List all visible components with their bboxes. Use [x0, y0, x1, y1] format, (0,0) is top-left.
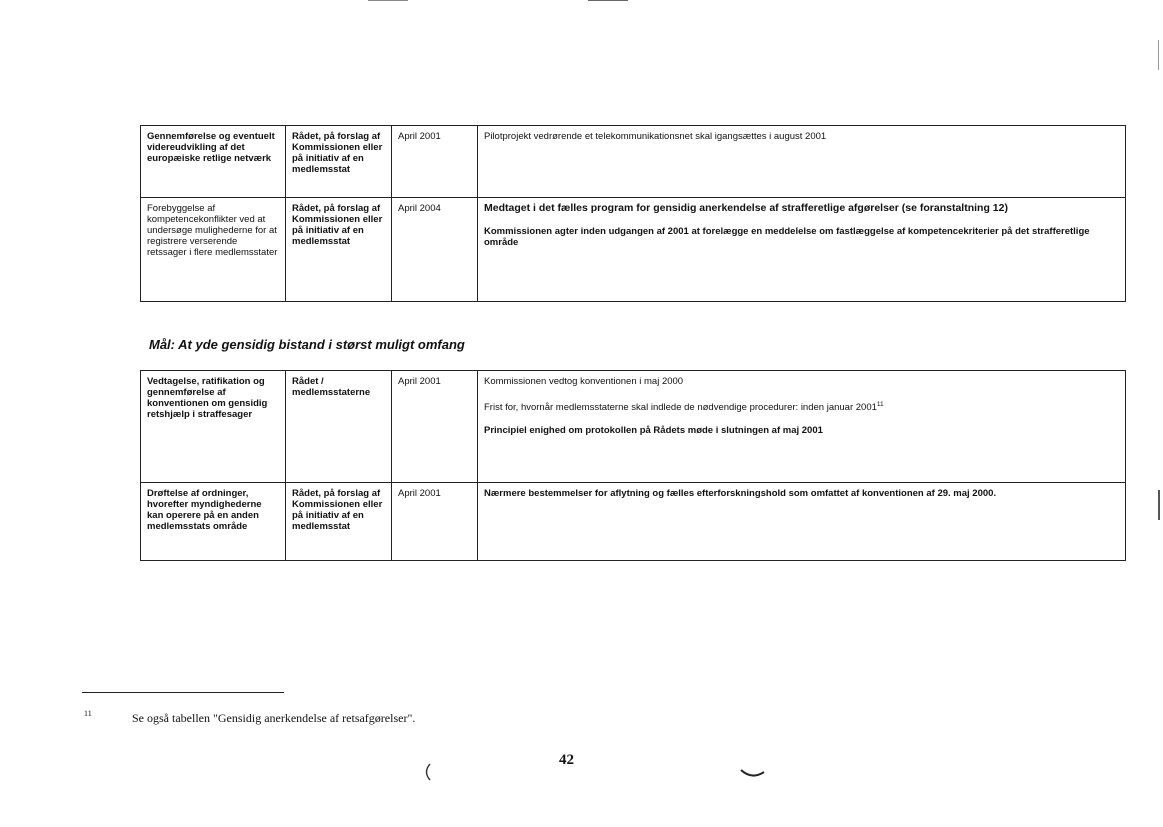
- measure-cell: Vedtagelse, ratifikation og gennemførelse af konventionen om gensidig retshjælp i straffesager: [141, 371, 286, 483]
- responsible-cell: Rådet / medlemsstaterne: [286, 371, 392, 483]
- scan-mark: [1158, 40, 1159, 70]
- measures-table-1: [140, 125, 1126, 302]
- deadline-cell: April 2001: [392, 126, 478, 198]
- scan-mark: [420, 760, 450, 784]
- action-text: Principiel enighed om protokollen på Rådets møde i slutningen af maj 2001: [484, 425, 823, 437]
- table-row: [141, 126, 1126, 198]
- action-cell: [478, 371, 1126, 483]
- action-text: Pilotprojekt vedrørende et telekommunikationsnet skal igangsættes i august 2001: [484, 131, 827, 142]
- responsible-cell: Rådet, på forslag af Kommissionen eller på initiativ af en medlemsstat: [286, 126, 392, 198]
- scan-mark: [738, 766, 768, 780]
- footnote-reference: 11: [876, 401, 884, 408]
- footnote-number: 11: [84, 709, 92, 718]
- measure-cell: Gennemførelse og eventuelt videreudvikling af det europæiske retlige netværk: [141, 126, 286, 198]
- responsible-cell: Rådet, på forslag af Kommissionen eller på initiativ af en medlemsstat: [286, 198, 392, 302]
- action-cell: [478, 198, 1126, 302]
- measures-table-2: [140, 370, 1126, 561]
- table-row: [141, 483, 1126, 561]
- deadline-cell: April 2001: [392, 371, 478, 483]
- responsible-cell: Rådet, på forslag af Kommissionen eller på initiativ af en medlemsstat: [286, 483, 392, 561]
- action-text: Kommissionen agter inden udgangen af 2001 at forelægge en meddelelse om fastlæggelse af kompetencekriterier på det strafferetlige område: [484, 226, 1090, 248]
- scan-mark: [368, 0, 408, 1]
- footnote-divider: [82, 692, 284, 693]
- action-text: Kommissionen vedtog konventionen i maj 2000: [484, 376, 684, 387]
- action-text: Nærmere bestemmelser for aflytning og fælles efterforskningshold som omfattet af konventionen af 29. maj 2000.: [484, 488, 997, 499]
- table-row: [141, 371, 1126, 483]
- scan-mark: [588, 0, 628, 1]
- scan-mark: [1158, 490, 1160, 520]
- deadline-cell: April 2001: [392, 483, 478, 561]
- footnote-text: Se også tabellen "Gensidig anerkendelse af retsafgørelser".: [132, 711, 416, 725]
- action-cell: [478, 126, 1126, 198]
- table-row: [141, 198, 1126, 302]
- action-text: Frist for, hvornår medlemsstaterne skal indlede de nødvendige procedurer: inden januar 2001$^{11}$: [484, 401, 884, 414]
- measure-cell: Forebyggelse af kompetencekonflikter ved at undersøge mulighederne for at registrere verserende retssager i flere medlemsstater: [141, 198, 286, 302]
- action-text: Medtaget i det fælles program for gensidig anerkendelse af strafferetlige afgørelser (se foranstaltning 12): [484, 202, 1008, 214]
- page-number: 42: [559, 752, 574, 768]
- action-cell: [478, 483, 1126, 561]
- section-heading: Mål: At yde gensidig bistand i størst muligt omfang: [149, 337, 465, 352]
- deadline-cell: April 2004: [392, 198, 478, 302]
- measure-cell: Drøftelse af ordninger, hvorefter myndighederne kan operere på en anden medlemsstats område: [141, 483, 286, 561]
